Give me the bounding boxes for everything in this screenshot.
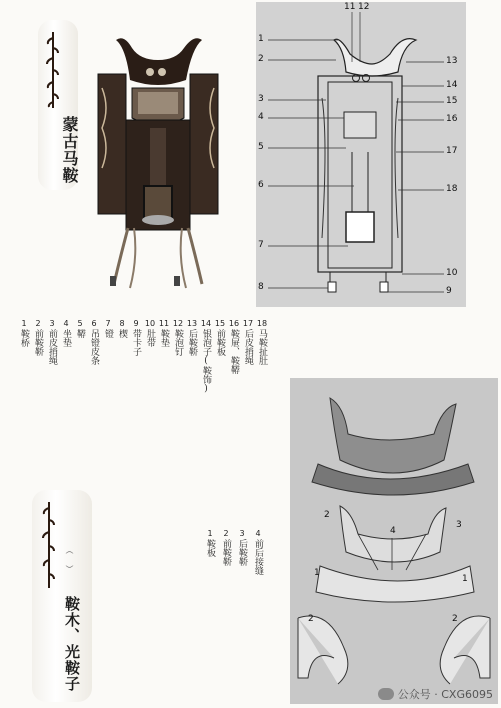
- labeled-diagram-panel: [256, 2, 466, 307]
- mongolian-paren-2: （ ）: [65, 546, 74, 574]
- tree-label-2c: 2: [452, 614, 458, 624]
- legend-item-4: 4坐垫: [61, 319, 71, 347]
- mongolian-title-1: [44, 30, 62, 110]
- mongolian-title-2: [40, 500, 58, 590]
- legend-parts-list: [8, 318, 270, 468]
- legend-item-10: 10肚带: [144, 319, 156, 347]
- legend-item-17: 17后皮捎绳: [242, 319, 254, 365]
- watermark-text: 公众号 · CXG6095: [397, 688, 493, 701]
- section-title-1: 蒙古马鞍: [60, 116, 79, 184]
- tree-label-2b: 2: [308, 614, 314, 624]
- callout-18: 18: [446, 184, 458, 194]
- callout-15: 15: [446, 96, 458, 106]
- callout-8: 8: [258, 282, 264, 292]
- tree-label-1a: 1: [314, 568, 320, 578]
- tree-label-1b: 1: [462, 574, 468, 584]
- watermark: [378, 686, 493, 702]
- callout-4: 4: [258, 112, 264, 122]
- callout-16: 16: [446, 114, 458, 124]
- callout-5: 5: [258, 142, 264, 152]
- legend-parts-list-2: [196, 528, 266, 678]
- callout-10: 10: [446, 268, 458, 278]
- legend-item-9: 9带卡子: [131, 319, 141, 356]
- legend-item-16: 16鞍屉、鞍鞯: [228, 319, 240, 374]
- legend-item-1: 1鞍桥: [19, 319, 29, 347]
- legend2-item-3: 3后鞍鞒: [237, 529, 247, 566]
- legend-item-15: 15前鞍板: [214, 319, 226, 356]
- tree-label-4: 4: [390, 526, 396, 536]
- legend-item-12: 12鞍泡钉: [172, 319, 184, 356]
- callout-11: 11: [344, 2, 356, 12]
- tree-label-3: 3: [456, 520, 462, 530]
- wechat-icon: [378, 688, 394, 700]
- legend-item-11: 11鞍垫: [158, 319, 170, 347]
- legend2-item-4: 4前后接缝: [253, 529, 263, 575]
- legend-item-18: 18马鞍扯肚: [256, 319, 268, 365]
- section-title-2: 鞍木、光鞍子: [63, 596, 81, 692]
- legend-item-5: 5鞯: [75, 319, 85, 338]
- legend-item-2: 2前鞍鞒: [33, 319, 43, 356]
- legend-item-13: 13后鞍鞒: [186, 319, 198, 356]
- saddle-illustration: [88, 28, 228, 290]
- legend-item-8: 8楔: [117, 319, 127, 338]
- callout-2: 2: [258, 54, 264, 64]
- legend-item-6: 6吊镫皮条: [89, 319, 99, 365]
- callout-13: 13: [446, 56, 458, 66]
- legend-item-14: 14银泡子(鞍饰): [200, 319, 212, 394]
- callout-7: 7: [258, 240, 264, 250]
- callout-9: 9: [446, 286, 452, 296]
- legend-item-7: 7镫: [103, 319, 113, 338]
- legend-item-3: 3前皮捎绳: [47, 319, 57, 365]
- legend2-item-1: 1鞍板: [205, 529, 215, 557]
- callout-17: 17: [446, 146, 458, 156]
- callout-6: 6: [258, 180, 264, 190]
- tree-label-2a: 2: [324, 510, 330, 520]
- callout-12: 12: [358, 2, 370, 12]
- callout-1: 1: [258, 34, 264, 44]
- callout-3: 3: [258, 94, 264, 104]
- saddle-tree-panel: [290, 378, 498, 704]
- callout-14: 14: [446, 80, 458, 90]
- legend2-item-2: 2前鞍鞒: [221, 529, 231, 566]
